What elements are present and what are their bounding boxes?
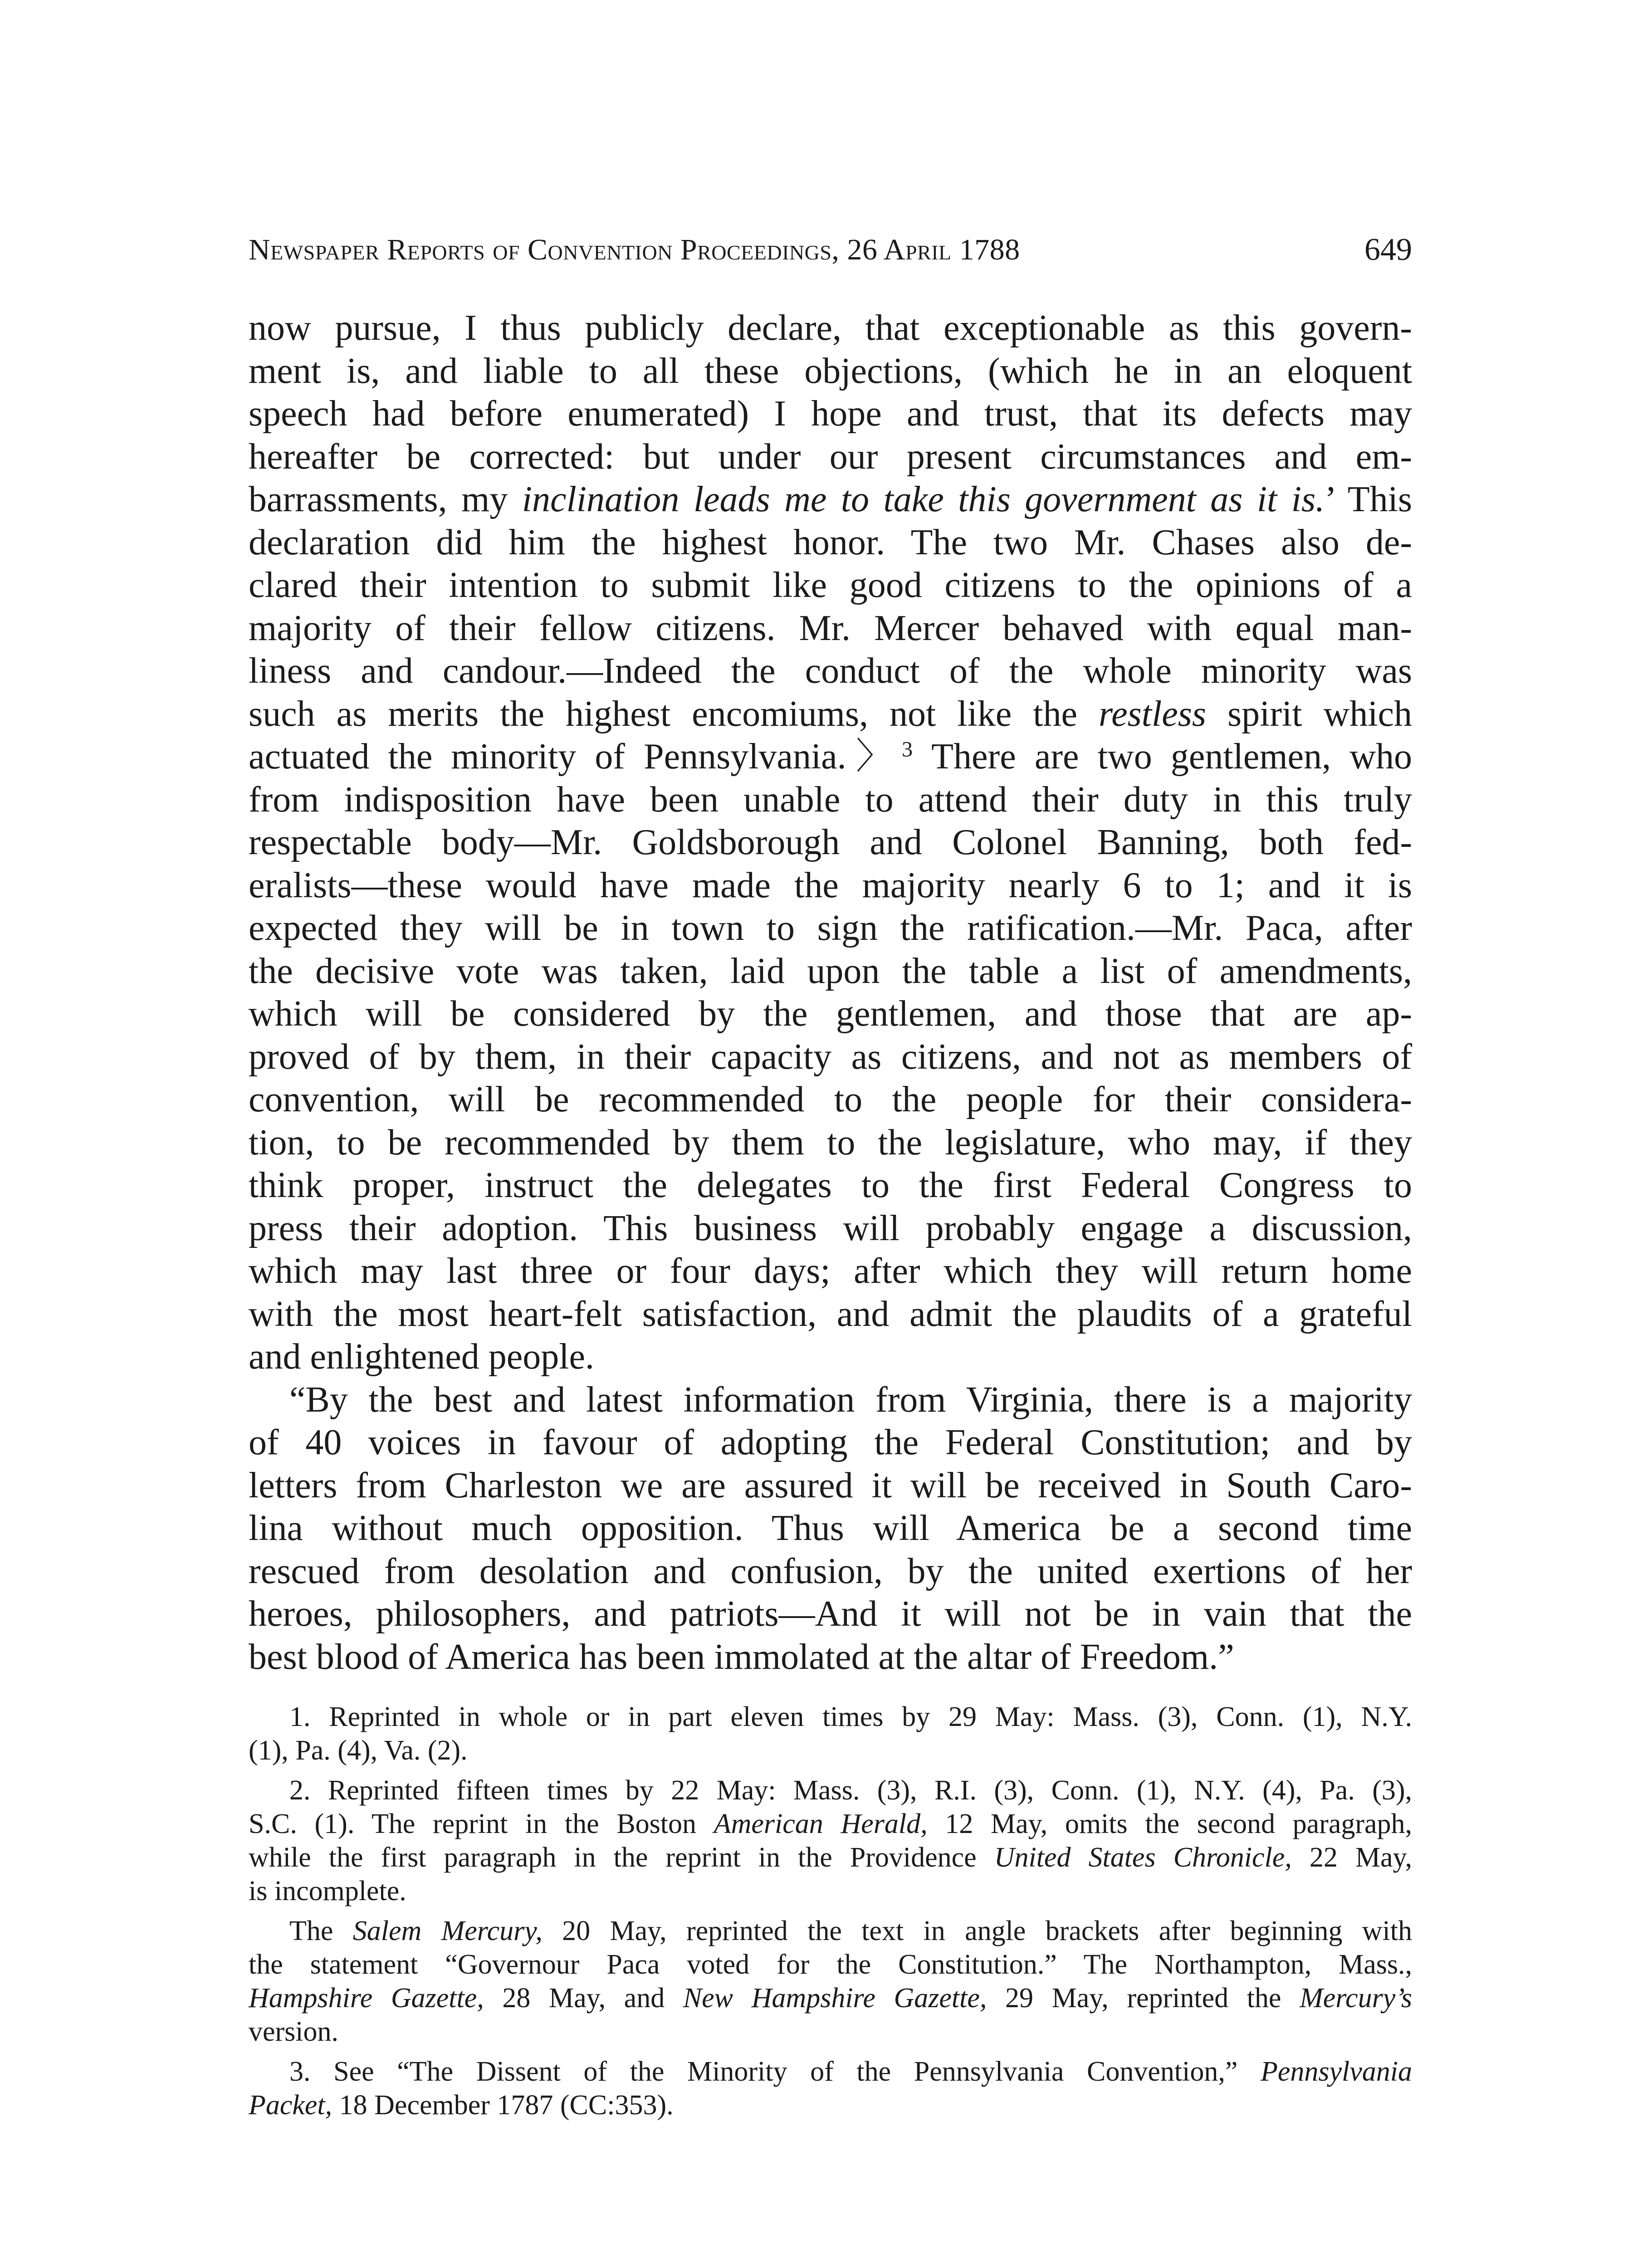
footnote-ref: 3 [902, 737, 913, 762]
text-line: liness and candour.—Indeed the conduct of the whole minority was [249, 651, 1412, 691]
text-line: and enlightened people. [249, 1337, 594, 1377]
footnote-line [249, 1841, 1412, 1874]
text-line: hereafter be corrected: but under our present circumstances and em- [249, 436, 1412, 477]
italic-run: Pennsylvania [1260, 2056, 1412, 2087]
text-line: clared their intention to submit like good citizens to the opinions of a [249, 565, 1412, 605]
text-line: best blood of America has been immolated at the altar of Freedom.” [249, 1637, 1234, 1677]
text-run: 12 May, omits the second paragraph, [927, 1809, 1412, 1839]
text-line: the decisive vote was taken, laid upon the table a list of amendments, [249, 951, 1412, 991]
text-line [249, 735, 1412, 778]
text-line: convention, will be recommended to the people for their considera- [249, 1080, 1412, 1119]
footnote-gap [249, 1908, 1412, 1914]
text-run: 28 May, and [484, 1983, 683, 2014]
footnote-gap [249, 2048, 1412, 2055]
text-run: The [289, 1916, 353, 1946]
footnote-line: 1. Reprinted in whole or in part eleven times by 29 May: Mass. (3), Conn. (1), N.Y. [289, 1701, 1412, 1732]
text-run: barrassments, my [249, 479, 522, 519]
italic-run: inclination leads me to take this government as it is. [522, 479, 1325, 519]
text-run: 3. See “The Dissent of the Minority of the Pennsylvania Convention,” [289, 2056, 1261, 2087]
text-line: letters from Charleston we are assured it will be received in South Caro- [249, 1465, 1412, 1505]
text-run: spirit which [1206, 694, 1412, 734]
text-run: 29 May, reprinted the [987, 1983, 1300, 2014]
text-line: expected they will be in town to sign the ratification.—Mr. Paca, after [249, 908, 1412, 948]
text-line: majority of their fellow citizens. Mr. Mercer behaved with equal man- [249, 608, 1412, 648]
italic-run: Hampshire Gazette, [249, 1983, 484, 2014]
page-number: 649 [1364, 232, 1412, 267]
footnote-line [249, 1981, 1412, 2015]
text-line: ment is, and liable to all these objections, (which he in an eloquent [249, 351, 1412, 391]
italic-run: Packet, [249, 2090, 332, 2121]
text-line: tion, to be recommended by them to the legislature, who may, if they [249, 1122, 1412, 1163]
text-run: such as merits the highest encomiums, not like the [249, 694, 1099, 734]
text-line: press their adoption. This business will probably engage a discussion, [249, 1208, 1412, 1248]
text-line: with the most heart-felt satisfaction, and admit the plaudits of a grateful [249, 1294, 1412, 1334]
text-run: while the first paragraph in the reprint in the Providence [249, 1842, 994, 1873]
text-line: rescued from desolation and confusion, by the united exertions of her [249, 1551, 1412, 1591]
italic-run: restless [1098, 694, 1206, 734]
italic-run: American Herald, [714, 1809, 928, 1839]
footnote-line [249, 2055, 1412, 2088]
text-line: eralists—these would have made the majority nearly 6 to 1; and it is [249, 865, 1412, 905]
text-line: respectable body—Mr. Goldsborough and Colonel Banning, both fed- [249, 822, 1412, 862]
italic-run: Mercury’s [1300, 1983, 1413, 2014]
footnote-line: is incomplete. [249, 1876, 406, 1906]
text-line: heroes, philosophers, and patriots—And it will not be in vain that the [249, 1594, 1412, 1634]
text-run: 18 December 1787 (CC:353). [332, 2090, 674, 2121]
footnote-line: version. [249, 2016, 339, 2047]
footnote-gap [249, 1767, 1412, 1774]
italic-run: United States Chronicle, [994, 1842, 1292, 1873]
footnote-line [249, 1807, 1412, 1841]
text-line: which may last three or four days; after which they will return home [249, 1251, 1412, 1291]
text-line: “By the best and latest information from Virginia, there is a majority [289, 1379, 1412, 1420]
text-line [249, 478, 1412, 521]
text-line: lina without much opposition. Thus will America be a second time [249, 1508, 1412, 1548]
text-line: now pursue, I thus publicly declare, that exceptionable as this govern- [249, 308, 1412, 348]
text-line: speech had before enumerated) I hope and trust, that its defects may [249, 394, 1412, 434]
text-run: 22 May, [1291, 1842, 1412, 1873]
running-head: Newspaper Reports of Convention Proceedings, 26 April 1788 [249, 233, 1020, 266]
footnote-line [249, 2088, 1412, 2122]
text-line: declaration did him the highest honor. The two Mr. Chases also de- [249, 522, 1412, 562]
footnote-line: 2. Reprinted fifteen times by 22 May: Mass. (3), R.I. (3), Conn. (1), N.Y. (4), Pa. (3), [289, 1775, 1412, 1806]
italic-run: Salem Mercury, [352, 1916, 543, 1946]
footnotes [249, 1700, 1412, 2122]
page-header [249, 225, 1412, 275]
text-line: think proper, instruct the delegates to the first Federal Congress to [249, 1165, 1412, 1205]
text-line: of 40 voices in favour of adopting the Federal Constitution; and by [249, 1422, 1412, 1462]
text-run: actuated the minority of Pennsylvania.〉 [249, 737, 902, 777]
footnote-line: the statement “Governour Paca voted for the Constitution.” The Northampton, Mass., [249, 1949, 1412, 1980]
text-line: which will be considered by the gentlemen, and those that are ap- [249, 994, 1412, 1034]
text-line [249, 693, 1412, 736]
text-run: ’ This [1325, 479, 1412, 519]
main-text [249, 307, 1412, 1678]
text-run: 20 May, reprinted the text in angle brackets after beginning with [542, 1916, 1412, 1946]
footnote-line: (1), Pa. (4), Va. (2). [249, 1735, 468, 1766]
italic-run: New Hampshire Gazette, [683, 1983, 987, 2014]
text-line: proved of by them, in their capacity as citizens, and not as members of [249, 1036, 1412, 1077]
text-run: S.C. (1). The reprint in the Boston [249, 1809, 714, 1839]
footnote-line [249, 1914, 1412, 1948]
text-line: from indisposition have been unable to attend their duty in this truly [249, 779, 1412, 820]
text-run: There are two gentlemen, who [913, 737, 1413, 777]
